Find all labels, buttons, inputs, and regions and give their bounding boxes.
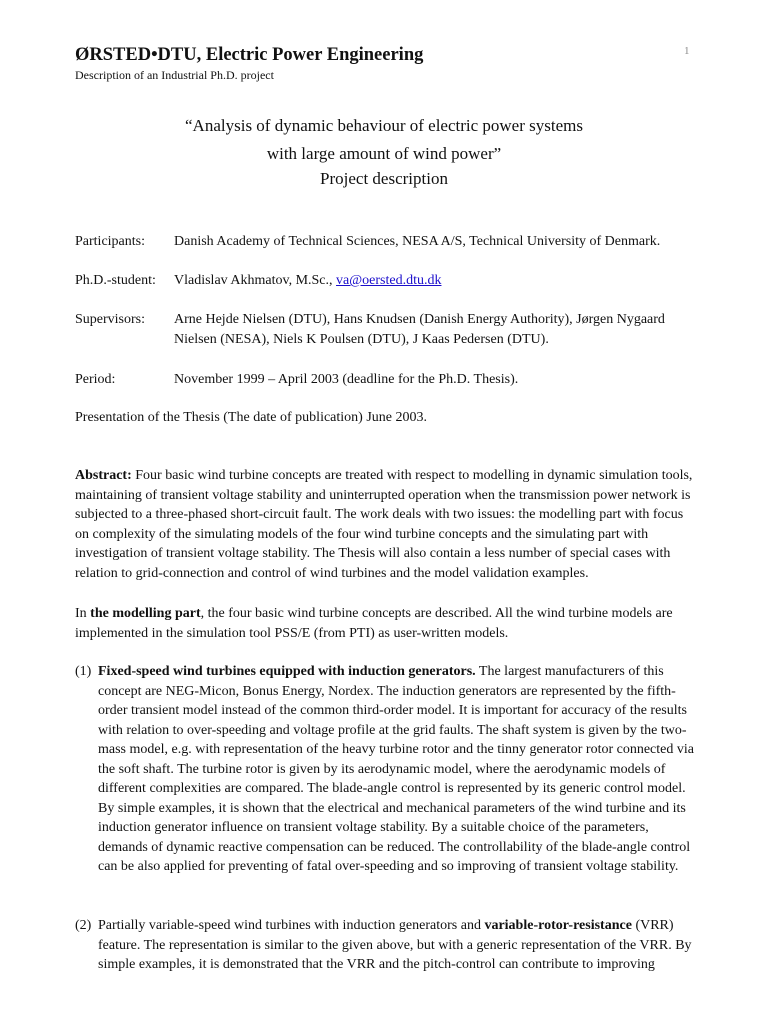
title-line-3: Project description	[320, 169, 448, 188]
participants-value: Danish Academy of Technical Sciences, NESA A/S, Technical University of Denmark.	[174, 234, 661, 249]
participants-label: Participants:	[75, 234, 145, 249]
student-value	[174, 271, 695, 291]
abstract-label: Abstract:	[75, 468, 132, 483]
document-subtitle: Description of an Industrial Ph.D. project	[75, 68, 274, 82]
presentation-line: Presentation of the Thesis (The date of publication) June 2003.	[75, 410, 427, 425]
list-item-prefix: Partially variable-speed wind turbines with induction generators and	[98, 918, 481, 933]
list-item-number: (1)	[75, 664, 92, 679]
title-line-2: with large amount of wind power”	[266, 144, 502, 163]
modelling-paragraph	[75, 604, 695, 643]
abstract-text: Four basic wind turbine concepts are treated with respect to modelling in dynamic simulation tools, maintaining of transient voltage stability and uninterrupted operation when the transmission power network is subjected to a three-phased short-circuit fault. The work deals with two issues: the modelling part with focus on complexity of the simulating models of the four wind turbine concepts and the simulating part with investigation of transient voltage stability. The Thesis will also contain a less number of special cases with relation to grid-connection and control of wind turbines and the model validation examples.	[75, 468, 693, 581]
title-line-1: “Analysis of dynamic behaviour of electric power systems	[185, 116, 583, 135]
page-number: 1	[684, 45, 690, 57]
student-email-link[interactable]: va@oersted.dtu.dk	[336, 273, 442, 288]
modelling-bold: the modelling part	[90, 606, 201, 621]
period-label: Period:	[75, 372, 116, 387]
list-item-body: (VRR) feature. The representation is similar to the given above, but with a generic representation of the VRR. By simple examples, it is demonstrated that the VRR and the pitch-control can contribute to improving	[98, 918, 692, 972]
list-item-text	[98, 916, 695, 975]
list-item-bold: Fixed-speed wind turbines equipped with induction generators.	[98, 664, 476, 679]
student-name: Vladislav Akhmatov, M.Sc.,	[174, 273, 333, 288]
abstract-paragraph	[75, 466, 695, 583]
modelling-prefix: In	[75, 606, 87, 621]
student-label: Ph.D.-student:	[75, 273, 156, 288]
supervisors-label: Supervisors:	[75, 312, 145, 327]
list-item-body: The largest manufacturers of this concept are NEG-Micon, Bonus Energy, Nordex. The induction generators are represented by the fifth-order transient model instead of the common third-order model. It is important for accuracy of the results with relation to over-speeding and voltage profile at the grid faults. The shaft system is given by the two-mass model, e.g. with representation of the heavy turbine rotor and the tinny generator rotor connected via the soft shaft. The turbine rotor is given by its aerodynamic model, where the aerodynamic models of different complexities are compared. The blade-angle control is represented by its generic control model. By simple examples, it is shown that the electrical and mechanical parameters of the wind turbine and its induction generator influence on transient voltage stability. By a suitable choice of the parameters, demands of dynamic reactive compensation can be reduced. The controllability of the blade-angle control can be also applied for preventing of fatal over-speeding and so improving of transient voltage stability.	[98, 664, 694, 874]
period-value: November 1999 – April 2003 (deadline for the Ph.D. Thesis).	[174, 372, 519, 387]
modelling-text: , the four basic wind turbine concepts are described. All the wind turbine models are implemented in the simulation tool PSS/E (from PTI) as user-written models.	[75, 606, 673, 641]
list-item-text	[98, 662, 695, 877]
organization-heading: ØRSTED•DTU, Electric Power Engineering	[75, 45, 424, 65]
supervisors-value: Arne Hejde Nielsen (DTU), Hans Knudsen (Danish Energy Authority), Jørgen Nygaard Nielsen (NESA), Niels K Poulsen (DTU), J Kaas Pedersen (DTU).	[174, 312, 665, 347]
list-item-number: (2)	[75, 918, 92, 933]
list-item-bold: variable-rotor-resistance	[484, 918, 632, 933]
